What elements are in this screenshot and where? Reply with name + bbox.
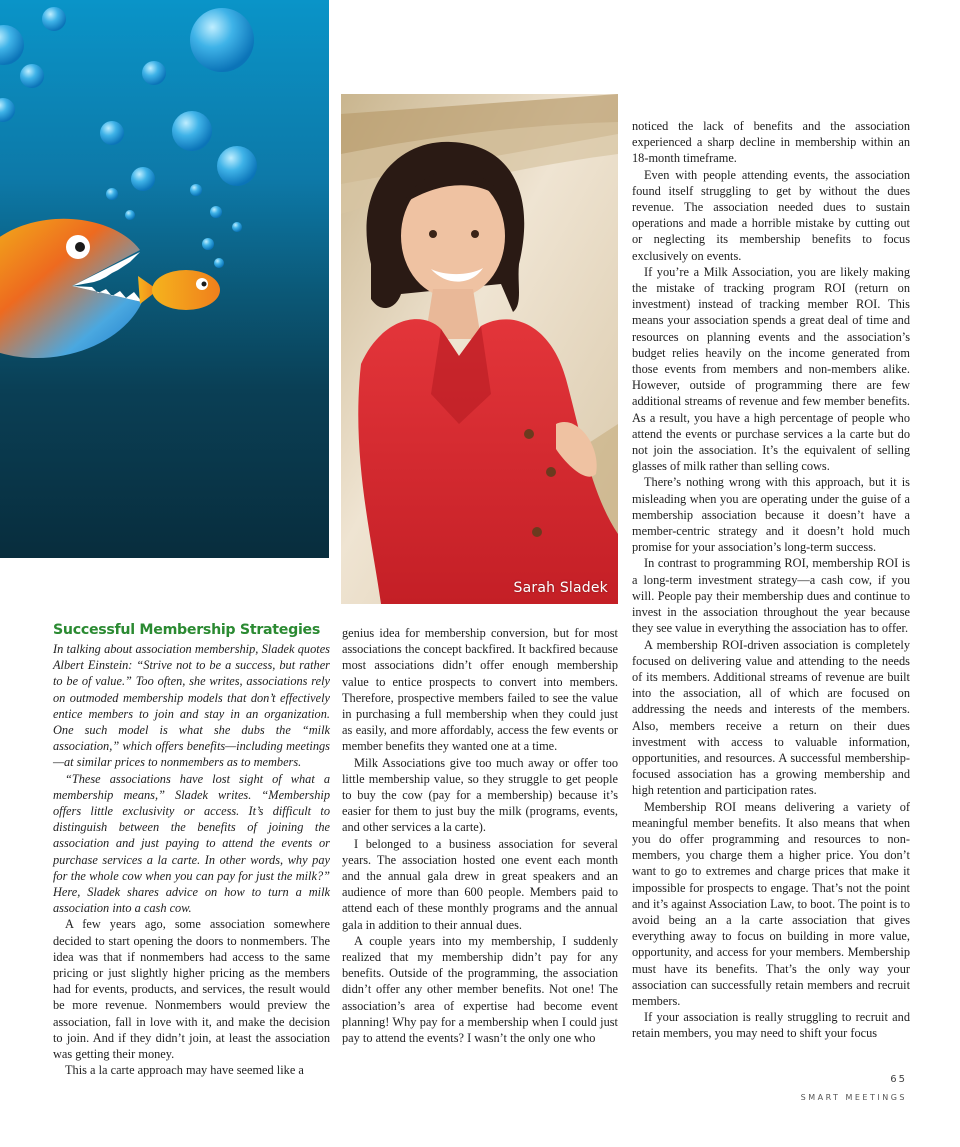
article-paragraph: If your association is really struggling to recruit and retain members, you may need to shift your focus (632, 1010, 910, 1041)
article-paragraph: In contrast to programming ROI, membership ROI is a long-term investment strategy—a cash cow, if you will. People pay their membership dues and continue to invest in the association throughout the year because they see value in everything the association has to offer. (632, 556, 910, 636)
article-paragraph: Milk Associations give too much away or offer too little membership value, so they struggle to get people to buy the cow (pay for a membership) because it’s easier for them to just buy the milk (programs, events, and other services a la carte). (342, 755, 618, 835)
article-paragraph: There’s nothing wrong with this approach, but it is misleading when you are operating under the guise of a membership association because it doesn’t have a member-centric strategy and it doesn’t hold much promise for your association’s long-term success. (632, 475, 910, 555)
article-paragraph: noticed the lack of benefits and the association experienced a sharp decline in membership within an 18-month timeframe. (632, 119, 910, 166)
article-paragraph: A couple years into my membership, I suddenly realized that my membership didn’t pay for any benefits. Outside of the programming, the association didn’t offer any other member benefits. Not one! The association’s area of expertise had become event planning! Why pay for a membership when I could just pay to attend the events? I wasn’t the only one who (342, 933, 618, 1046)
column-1 (53, 621, 330, 1078)
fish-illustration (0, 0, 329, 558)
portrait-photo (341, 94, 618, 604)
page-number: 65 (890, 1074, 907, 1085)
article-paragraph: Membership ROI means delivering a variety of meaningful member benefits. It also means that when you do offer programming and resources to non-members, you charge them a higher price. You don’t want to go to extremes and charge prices that make it impossible for prospects to engage. That’s not the point and it’s against Association Law, to boot. The point is to avoid being an a la carte association that gives everything away to focus on building in more value, opportunity, and access for your members. Membership must have its benefits. That’s the only way your association can successfully retain members and recruit members. (632, 799, 910, 1008)
article-paragraph: genius idea for membership conversion, but for most associations the concept backfired. It backfired because most associations didn’t offer enough membership value to entice prospects to convert into members. Therefore, prospective members failed to see the value in purchasing a full membership when they could just as easily, and more affordably, access the few events or member benefits they wanted one at a time. (342, 626, 618, 754)
article-paragraph: If you’re a Milk Association, you are likely making the mistake of tracking program ROI (return on investment) instead of tracking member ROI. This means your association spends a great deal of time and resources on planning events and the association’s budget relies heavily on the income generated from those events from members and non-members alike. However, outside of programming there are few additional streams of revenue and few member benefits. As a result, you have a high percentage of people who attend the events or purchase services a la carte but do not join the association. It’s the equivalent of selling glasses of milk rather than selling cows. (632, 264, 910, 474)
big-fish (0, 219, 142, 358)
sidebar (53, 621, 330, 916)
photo-caption: Sarah Sladek (513, 580, 608, 596)
sidebar-paragraph: In talking about association membership, Sladek quotes Albert Einstein: “Strive not to be a success, but rather to be of value.” Too often, she writes, associations rely on outmoded membership models that don’t effectively entice members to join and stay in an organization. One such model is what she dubs the “milk association,” which offers benefits—including meetings—at similar prices to nonmembers as to members. (53, 642, 330, 770)
article-paragraph: A membership ROI-driven association is completely focused on delivering value and attending to the needs of its members. Additional streams of revenue are built into the association, all of which are focused on addressing the needs and interests of the members. Also, members receive a return on their dues investment with access to valuable information, opportunities, and resources. A successful membership-focused association has a growing membership and high retention and participation rates. (632, 637, 910, 798)
sidebar-paragraph: “These associations have lost sight of what a membership means,” Sladek writes. “Membership offers little exclusivity or access. It’s difficult to distinguish between the benefits of joining the association and just paying to attend the events or purchase services a la carte. In other words, why pay for the whole cow when you can pay for just the milk?” Here, Sladek shares advice on how to turn a milk association into a cash cow. (53, 771, 330, 916)
article-paragraph: A few years ago, some association somewhere decided to start opening the doors to nonmembers. The idea was that if nonmembers had access to the same pricing or just slightly higher pricing as the members had for events, products, and services, the result would be more revenue. Nonmembers would preview the association, fall in love with it, and make the decision to join. And if they didn’t join, at least the association was getting their money. (53, 917, 330, 1062)
article-paragraph: I belonged to a business association for several years. The association hosted one event each month and the annual gala drew in great speakers and an audience of more than 600 people. Members paid to attend each of these monthly programs and the annual gala in addition to their annual dues. (342, 836, 618, 932)
magazine-name: SMART MEETINGS (800, 1093, 907, 1102)
column-2 (342, 625, 618, 1046)
article-paragraph: This a la carte approach may have seemed like a (65, 1063, 304, 1078)
small-fish (138, 270, 220, 310)
sidebar-title: Successful Membership Strategies (53, 622, 320, 638)
column-3 (632, 118, 910, 1042)
article-paragraph: Even with people attending events, the association found itself struggling to get by without the dues revenue. The association needed dues to sustain operations and made a horrible mistake by cutting out or neglecting its membership benefits to focus exclusively on events. (632, 167, 910, 263)
